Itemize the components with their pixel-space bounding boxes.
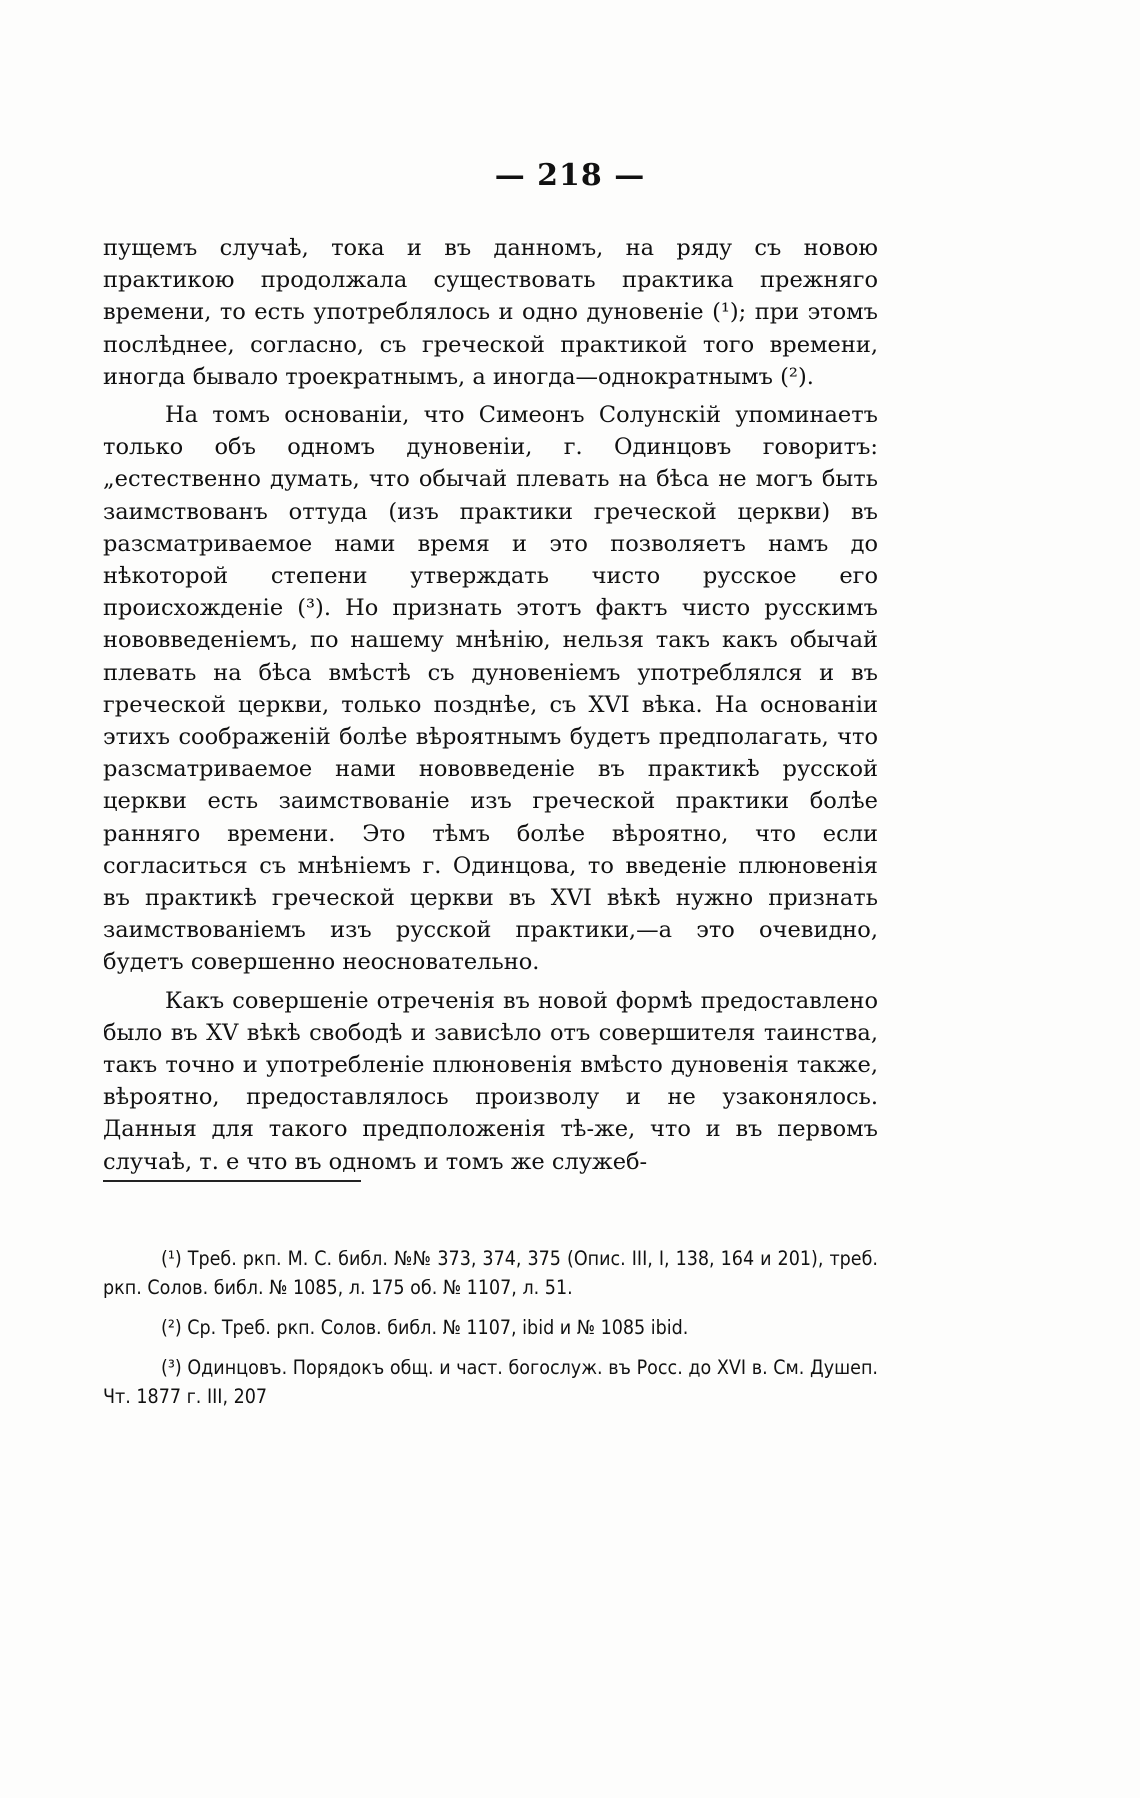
footnote-2: (²) Ср. Треб. ркп. Солов. библ. № 1107, ibid и № 1085 ibid. [161, 1316, 689, 1339]
footnotes [103, 1244, 878, 1422]
footnote-1: (¹) Треб. ркп. М. С. библ. №№ 373, 374, 375 (Опис. III, I, 138, 164 и 201), треб. ркп. Солов. библ. № 1085, л. 175 об. № 1107, л. 51. [103, 1247, 878, 1299]
page-number: — 218 — [494, 158, 646, 193]
paragraph-1: пущемъ случаѣ, тока и въ данномъ, на ряду съ новою практикою продолжала существовать практика прежняго времени, то есть употреблялось и одно дуновеніе (¹); при этомъ послѣднее, согласно, съ греческой практикой того времени, иногда бывало троекратнымъ, а иногда—однократнымъ (²). [103, 235, 878, 390]
paragraph-2: На томъ основаніи, что Симеонъ Солунскій упоминаетъ только объ одномъ дуновеніи, г. Одинцовъ говоритъ: „естественно думать, что обычай плевать на бѣса не могъ быть заимствованъ оттуда (изъ практики греческой церкви) въ разсматриваемое нами время и это позволяетъ намъ до нѣкоторой степени утверждать чисто русское его происхожденіе (³). Но признать этотъ фактъ чисто русскимъ нововведеніемъ, по нашему мнѣнію, нельзя такъ какъ обычай плевать на бѣса вмѣстѣ съ дуновеніемъ употреблялся и въ греческой церкви, только позднѣе, съ XVI вѣка. На основаніи этихъ соображеній болѣе вѣроятнымъ будетъ предполагать, что разсматриваемое нами нововведеніе въ практикѣ русской церкви есть заимствованіе изъ греческой практики болѣе ранняго времени. Это тѣмъ болѣе вѣроятно, что если согласиться съ мнѣніемъ г. Одинцова, то введеніе плюновенія въ практикѣ греческой церкви въ XVI вѣкѣ нужно признать заимствованіемъ изъ русской практики,—а это очевидно, будетъ совершенно неосновательно. [103, 402, 878, 976]
paragraph-3: Какъ совершеніе отреченія въ новой формѣ предоставлено было въ XV вѣкѣ свободѣ и зависѣло отъ совершителя таинства, такъ точно и употребленіе плюновенія вмѣсто дуновенія также, вѣроятно, предоставлялось произволу и не узаконялось. Данныя для такого предположенія тѣ-же, что и въ первомъ случаѣ, т. е что въ одномъ и томъ же служеб- [103, 987, 878, 1175]
footnote-separator [103, 1180, 361, 1182]
main-text [103, 232, 878, 1178]
footnote-3: (³) Одинцовъ. Порядокъ общ. и част. богослуж. въ Росс. до XVI в. См. Душеп. Чт. 1877 г. III, 207 [103, 1356, 878, 1408]
